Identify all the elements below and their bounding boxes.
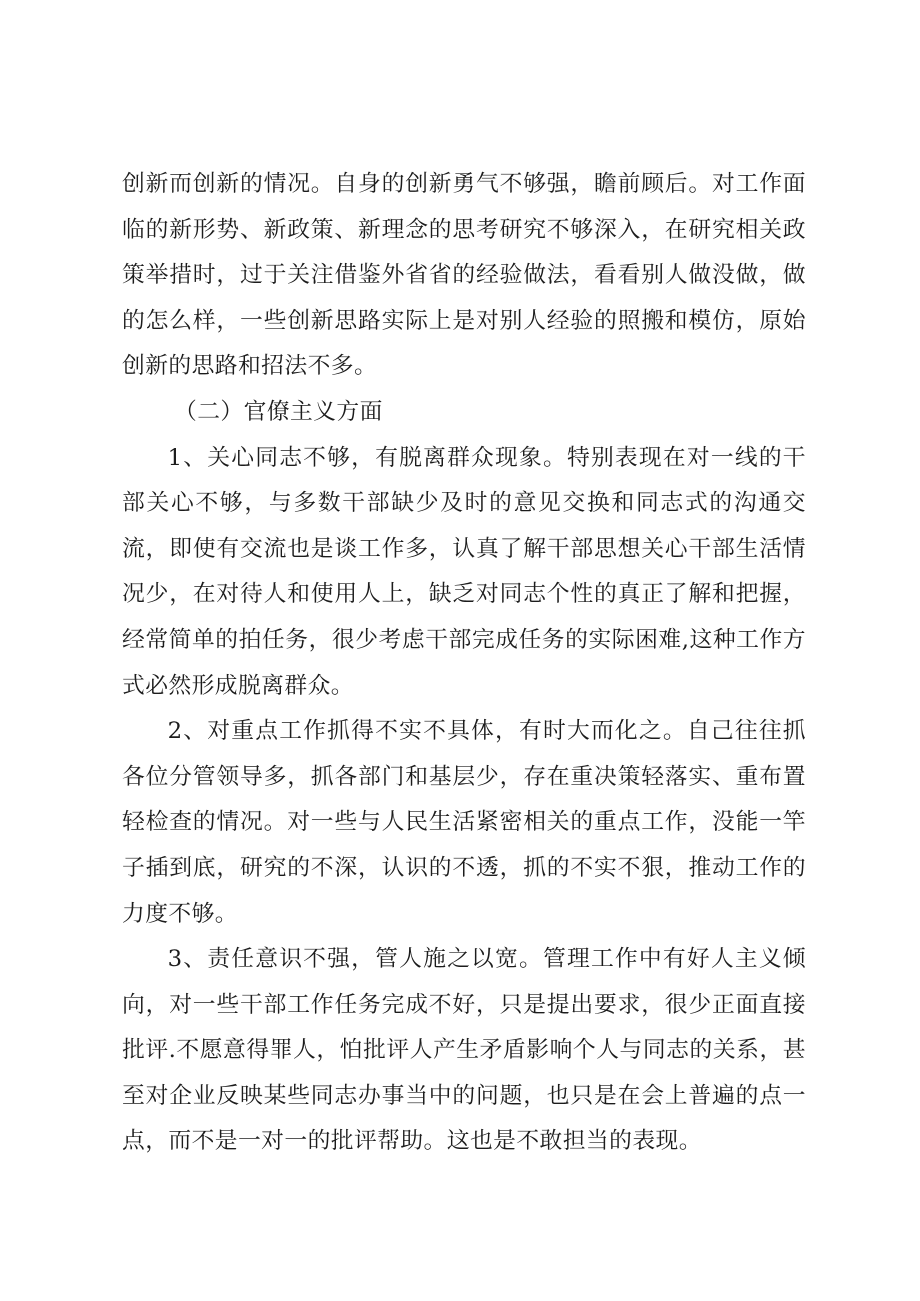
paragraph-item-1: 1、关心同志不够，有脱离群众现象。特别表现在对一线的干部关心不够，与多数干部缺少及时的意见交换和同志式的沟通交流，即使有交流也是谈工作多，认真了解干部思想关心干部生活情况少，在对待人和使用人上，缺乏对同志个性的真正了解和把握，经常简单的拍任务，很少考虑干部完成任务的实际困难,这种工作方式必然形成脱离群众。: [122, 444, 806, 699]
paragraph-item-2: 2、对重点工作抓得不实不具体，有时大而化之。自己往往抓各位分管领导多，抓各部门和基层少，存在重决策轻落实、重布置轻检查的情况。对一些与人民生活紧密相关的重点工作，没能一竿子插到底，研究的不深，认识的不透，抓的不实不狠，推动工作的力度不够。: [122, 718, 806, 927]
paragraph-continuation: 创新而创新的情况。自身的创新勇气不够强，瞻前顾后。对工作面临的新形势、新政策、新理念的思考研究不够深入，在研究相关政策举措时，过于关注借鉴外省省的经验做法，看看别人做没做，做的怎么样，一些创新思路实际上是对别人经验的照搬和模仿，原始创新的思路和招法不多。: [122, 171, 806, 380]
section-heading-bureaucratism: （二）官僚主义方面: [174, 398, 383, 425]
paragraph-item-3: 3、责任意识不强，管人施之以宽。管理工作中有好人主义倾向，对一些干部工作任务完成不好，只是提出要求，很少正面直接批评.不愿意得罪人，怕批评人产生矛盾影响个人与同志的关系，甚至对企业反映某些同志办事当中的问题，也只是在会上普遍的点一点，而不是一对一的批评帮助。这也是不敢担当的表现。: [122, 946, 806, 1155]
document-body: [122, 162, 806, 1165]
